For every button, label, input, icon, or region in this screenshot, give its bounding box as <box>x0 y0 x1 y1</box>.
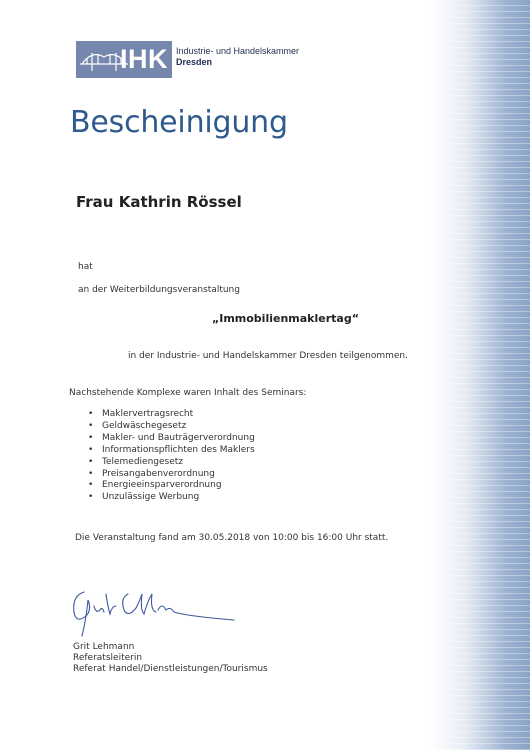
logo-city: Dresden <box>176 57 213 67</box>
event-name: „Immobilienmaklertag“ <box>212 312 359 325</box>
signatory-name: Grit Lehmann <box>73 642 135 652</box>
bullet-icon: • <box>88 420 94 431</box>
topics-list <box>88 409 255 504</box>
list-item <box>88 421 255 433</box>
recipient-name: Frau Kathrin Rössel <box>76 193 242 211</box>
topic-label: Maklervertragsrecht <box>102 409 194 419</box>
text-location: in der Industrie- und Handelskammer Dresden teilgenommen. <box>128 351 408 361</box>
topic-label: Makler- und Bauträgerverordnung <box>102 432 255 443</box>
list-item <box>88 445 255 457</box>
bullet-icon: • <box>88 480 94 491</box>
list-item <box>88 492 255 504</box>
logo-chamber-name: Industrie- und Handelskammer <box>176 46 300 56</box>
signatory-role: Referatsleiterin <box>73 653 143 663</box>
list-item <box>88 457 255 469</box>
list-item <box>88 480 255 492</box>
handwritten-signature <box>66 580 236 640</box>
list-item <box>88 469 255 481</box>
topic-label: Preisangabenverordnung <box>102 468 215 479</box>
bullet-icon: • <box>88 468 94 479</box>
topic-label: Unzulässige Werbung <box>102 492 200 503</box>
topic-label: Geldwäschegesetz <box>102 420 187 431</box>
bullet-icon: • <box>88 444 94 455</box>
topic-label: Energieeinsparverordnung <box>102 480 222 491</box>
bullet-icon: • <box>88 432 94 443</box>
decorative-side-band <box>430 0 530 750</box>
bullet-icon: • <box>88 409 94 419</box>
bullet-icon: • <box>88 492 94 503</box>
topic-label: Telemediengesetz <box>102 456 184 467</box>
document-title: Bescheinigung <box>70 105 288 140</box>
text-participation: an der Weiterbildungsveranstaltung <box>78 285 240 295</box>
topic-label: Informationspflichten des Maklers <box>102 444 255 455</box>
date-statement: Die Veranstaltung fand am 30.05.2018 von 10:00 bis 16:00 Uhr statt. <box>75 533 389 543</box>
bullet-icon: • <box>88 456 94 467</box>
list-item <box>88 409 255 421</box>
text-hat: hat <box>78 262 93 272</box>
signatory-department: Referat Handel/Dienstleistungen/Tourismus <box>73 664 268 674</box>
list-item <box>88 433 255 445</box>
topics-intro: Nachstehende Komplexe waren Inhalt des Seminars: <box>69 388 307 398</box>
logo-abbreviation: IHK <box>120 44 168 74</box>
